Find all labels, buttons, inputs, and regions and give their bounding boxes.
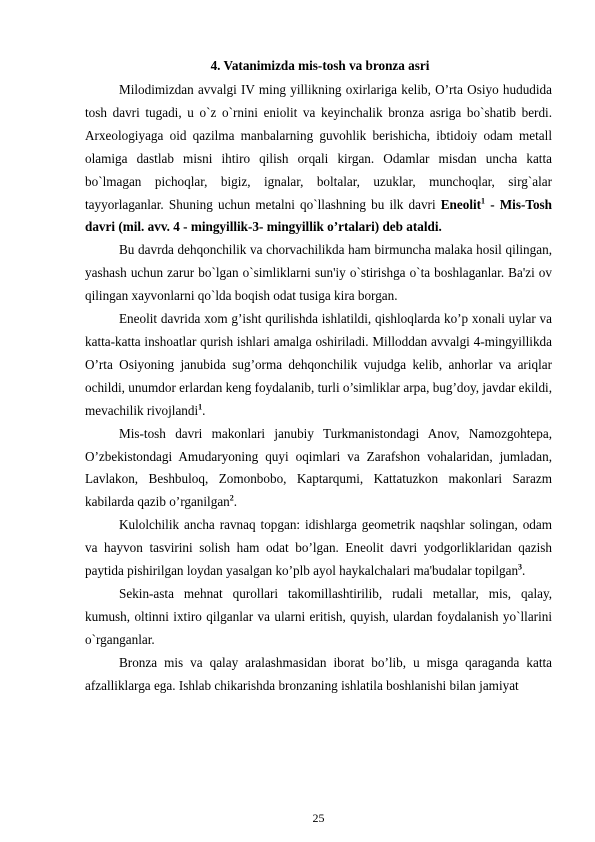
document-body: [85, 79, 552, 697]
paragraph-7: Bronza mis va qalay aralashmasidan iborat bo’lib, u misga qaraganda katta afzalliklarga ega. Ishlab chikarishda bronzaning ishlatila boshlanishi bilan jamiyat: [85, 654, 552, 693]
paragraph-4-text: Mis-tosh davri makonlari janubiy Turkmanistondagi Anov, Namozgohtepa, O’zbekistondagi Amudaryoning quyi oqimlari va Zarafshon vohalaridan, jumladan, Lavlakon, Beshbuloq, Zomonbobo, Kaptarqumi, Kattatuzkon makonlari Sarazm kabilarda qazib o’rganilgan: [85, 425, 552, 510]
paragraph-5: [85, 514, 552, 583]
paragraph-4-end: .: [233, 494, 238, 510]
footnote-ref-3[interactable]: 3: [518, 562, 523, 572]
paragraph-5-end: .: [522, 563, 526, 579]
paragraph-2: Bu davrda dehqonchilik va chorvachilikda ham birmuncha malaka hosil qilingan, yashash uchun zarur bo`lgan o`simliklarni sun'iy o`stirishga o`ta boshlaganlar. Ba'zi ov qilingan xayvonlarni qo`lda boqish odat tusiga kira borgan.: [85, 242, 552, 304]
footnote-ref-1b[interactable]: 1: [198, 402, 203, 412]
eneolit-definition: - Mis-Tosh davri (mil. avv. 4 - mingyillik-3- mingyillik o’rtalari) deb ataldi.: [85, 196, 553, 235]
eneolit-term-label: Eneolit: [440, 196, 482, 212]
footnote-ref-1[interactable]: 1: [481, 196, 486, 206]
section-title: 4. Vatanimizda mis-tosh va bronza asri: [210, 58, 430, 73]
footnote-ref-2[interactable]: 2: [229, 493, 234, 503]
paragraph-6: Sekin-asta mehnat qurollari takomillashtirilib, rudali metallar, mis, qalay, kumush, oltinni ixtiro qilganlar va ularni eritish, quyish, ulardan foydalanish yo`llarini o`rganganlar.: [85, 585, 552, 647]
page-number: 25: [312, 811, 325, 825]
paragraph-1: [85, 79, 552, 239]
paragraph-3-text: Eneolit davrida xom g’isht qurilishda ishlatildi, qishloqlarda ko’p xonali uylar va katta-katta inshoatlar qurish ishlari amalga oshiriladi. Milloddan avvalgi 4-mingyillikda O’rta Osiyoning janubida sug’orma dehqonchilik vujudga kelib, anhorlar va ariqlar ochildi, unumdor erlardan keng foydalanib, turli o’simliklar arpa, bug’doy, javdar ekildi, mevachilik rivojlandi: [85, 311, 552, 418]
paragraph-4: [85, 423, 552, 515]
paragraph-3: [85, 308, 552, 423]
paragraph-1-text: Milodimizdan avvalgi IV ming yillikning oxirlariga kelib, O’rta Osiyo hududida tosh davri tugadi, u o`z o`rnini eniolit va keyinchalik bronza asriga bo`shatib berdi. Arxeologiyaga oid qazilma manbalarning guvohlik berishicha, ibtidoiy odam metall olamiga dastlab misni ihtiro qilish orqali kirgan. Odamlar misdan uncha katta bo`lmagan pichoqlar, bigiz, ignalar, boltalar, uzuklar, munchoqlar, sirg`alar tayyorlaganlar. Shuning uchun metalni qo`llashning bu ilk davri: [85, 82, 552, 212]
paragraph-3-end: .: [202, 402, 206, 418]
paragraph-5-text: Kulolchilik ancha ravnaq topgan: idishlarga geometrik naqshlar solingan, odam va hayvon tasvirini solish ham odat bo’lgan. Eneolit davri yodgorliklaridan qazish paytida pishirilgan loydan yasalgan ko’plb ayol haykalchalari ma'budalar topilgan: [85, 517, 552, 579]
